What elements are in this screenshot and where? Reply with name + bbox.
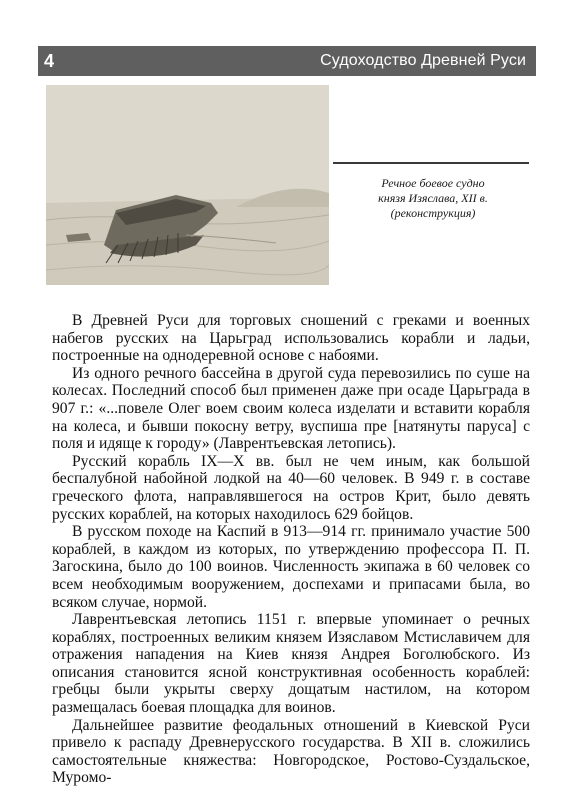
- page-number: 4: [44, 51, 55, 71]
- caption-line: (реконструкция): [390, 206, 476, 220]
- article-body: [52, 312, 530, 787]
- section-title: Судоходство Древней Руси: [320, 52, 526, 69]
- caption-rule: [333, 162, 529, 164]
- paragraph: В Древней Руси для торговых сношений с греками и военных набегов русских на Царьград использовались корабли и ладьи, построенные на однодеревной основе с набоями.: [52, 312, 530, 365]
- caption-line: князя Изяслава, XII в.: [378, 191, 488, 205]
- paragraph: В русском походе на Каспий в 913—914 гг. принимало участие 500 кораблей, в каждом из которых, по утверждению профессора П. П. Загоскина, было до 100 воинов. Численность экипажа в 60 человек со всем необходимым вооружением, доспехами и припасами была, во всяком случае, нормой.: [52, 523, 530, 611]
- paragraph: Из одного речного бассейна в другой суда перевозились по суше на колесах. Последний способ был применен даже при осаде Царьграда в 907 г.: «...повеле Олег воем своим колеса изделати и вставити корабля на колеса, и бывши покосну ветру, вуспиша пре [натянуты паруса] с поля и идяще к городу» (Лаврентьевская летопись).: [52, 364, 530, 453]
- figure-caption: [348, 176, 518, 221]
- ship-illustration: [46, 85, 329, 285]
- ship-drawing: [46, 85, 329, 285]
- paragraph: Лаврентьевская летопись 1151 г. впервые упоминает о речных кораблях, построенных великим князем Изяславом Мстиславичем для отражения нападения на Киев князя Андрея Боголюбского. Из описания становится ясной конструктивная особенность кораблей: гребцы были укрыты сверху дощатым настилом, на котором размещалась боевая площадка для воинов.: [52, 611, 530, 717]
- caption-line: Речное боевое судно: [381, 176, 485, 190]
- running-header: [38, 46, 536, 76]
- paragraph: Дальнейшее развитие феодальных отношений в Киевской Руси привело к распаду Древнерусского государства. В XII в. сложились самостоятельные княжества: Новгородское, Ростово-Суздальское, Муромо-: [52, 716, 530, 787]
- paragraph: Русский корабль IX—X вв. был не чем иным, как большой беспалубной набойной лодкой на 40—60 человек. В 949 г. в составе греческого флота, направлявшегося на остров Крит, было девять русских кораблей, на которых находилось 629 бойцов.: [52, 452, 530, 523]
